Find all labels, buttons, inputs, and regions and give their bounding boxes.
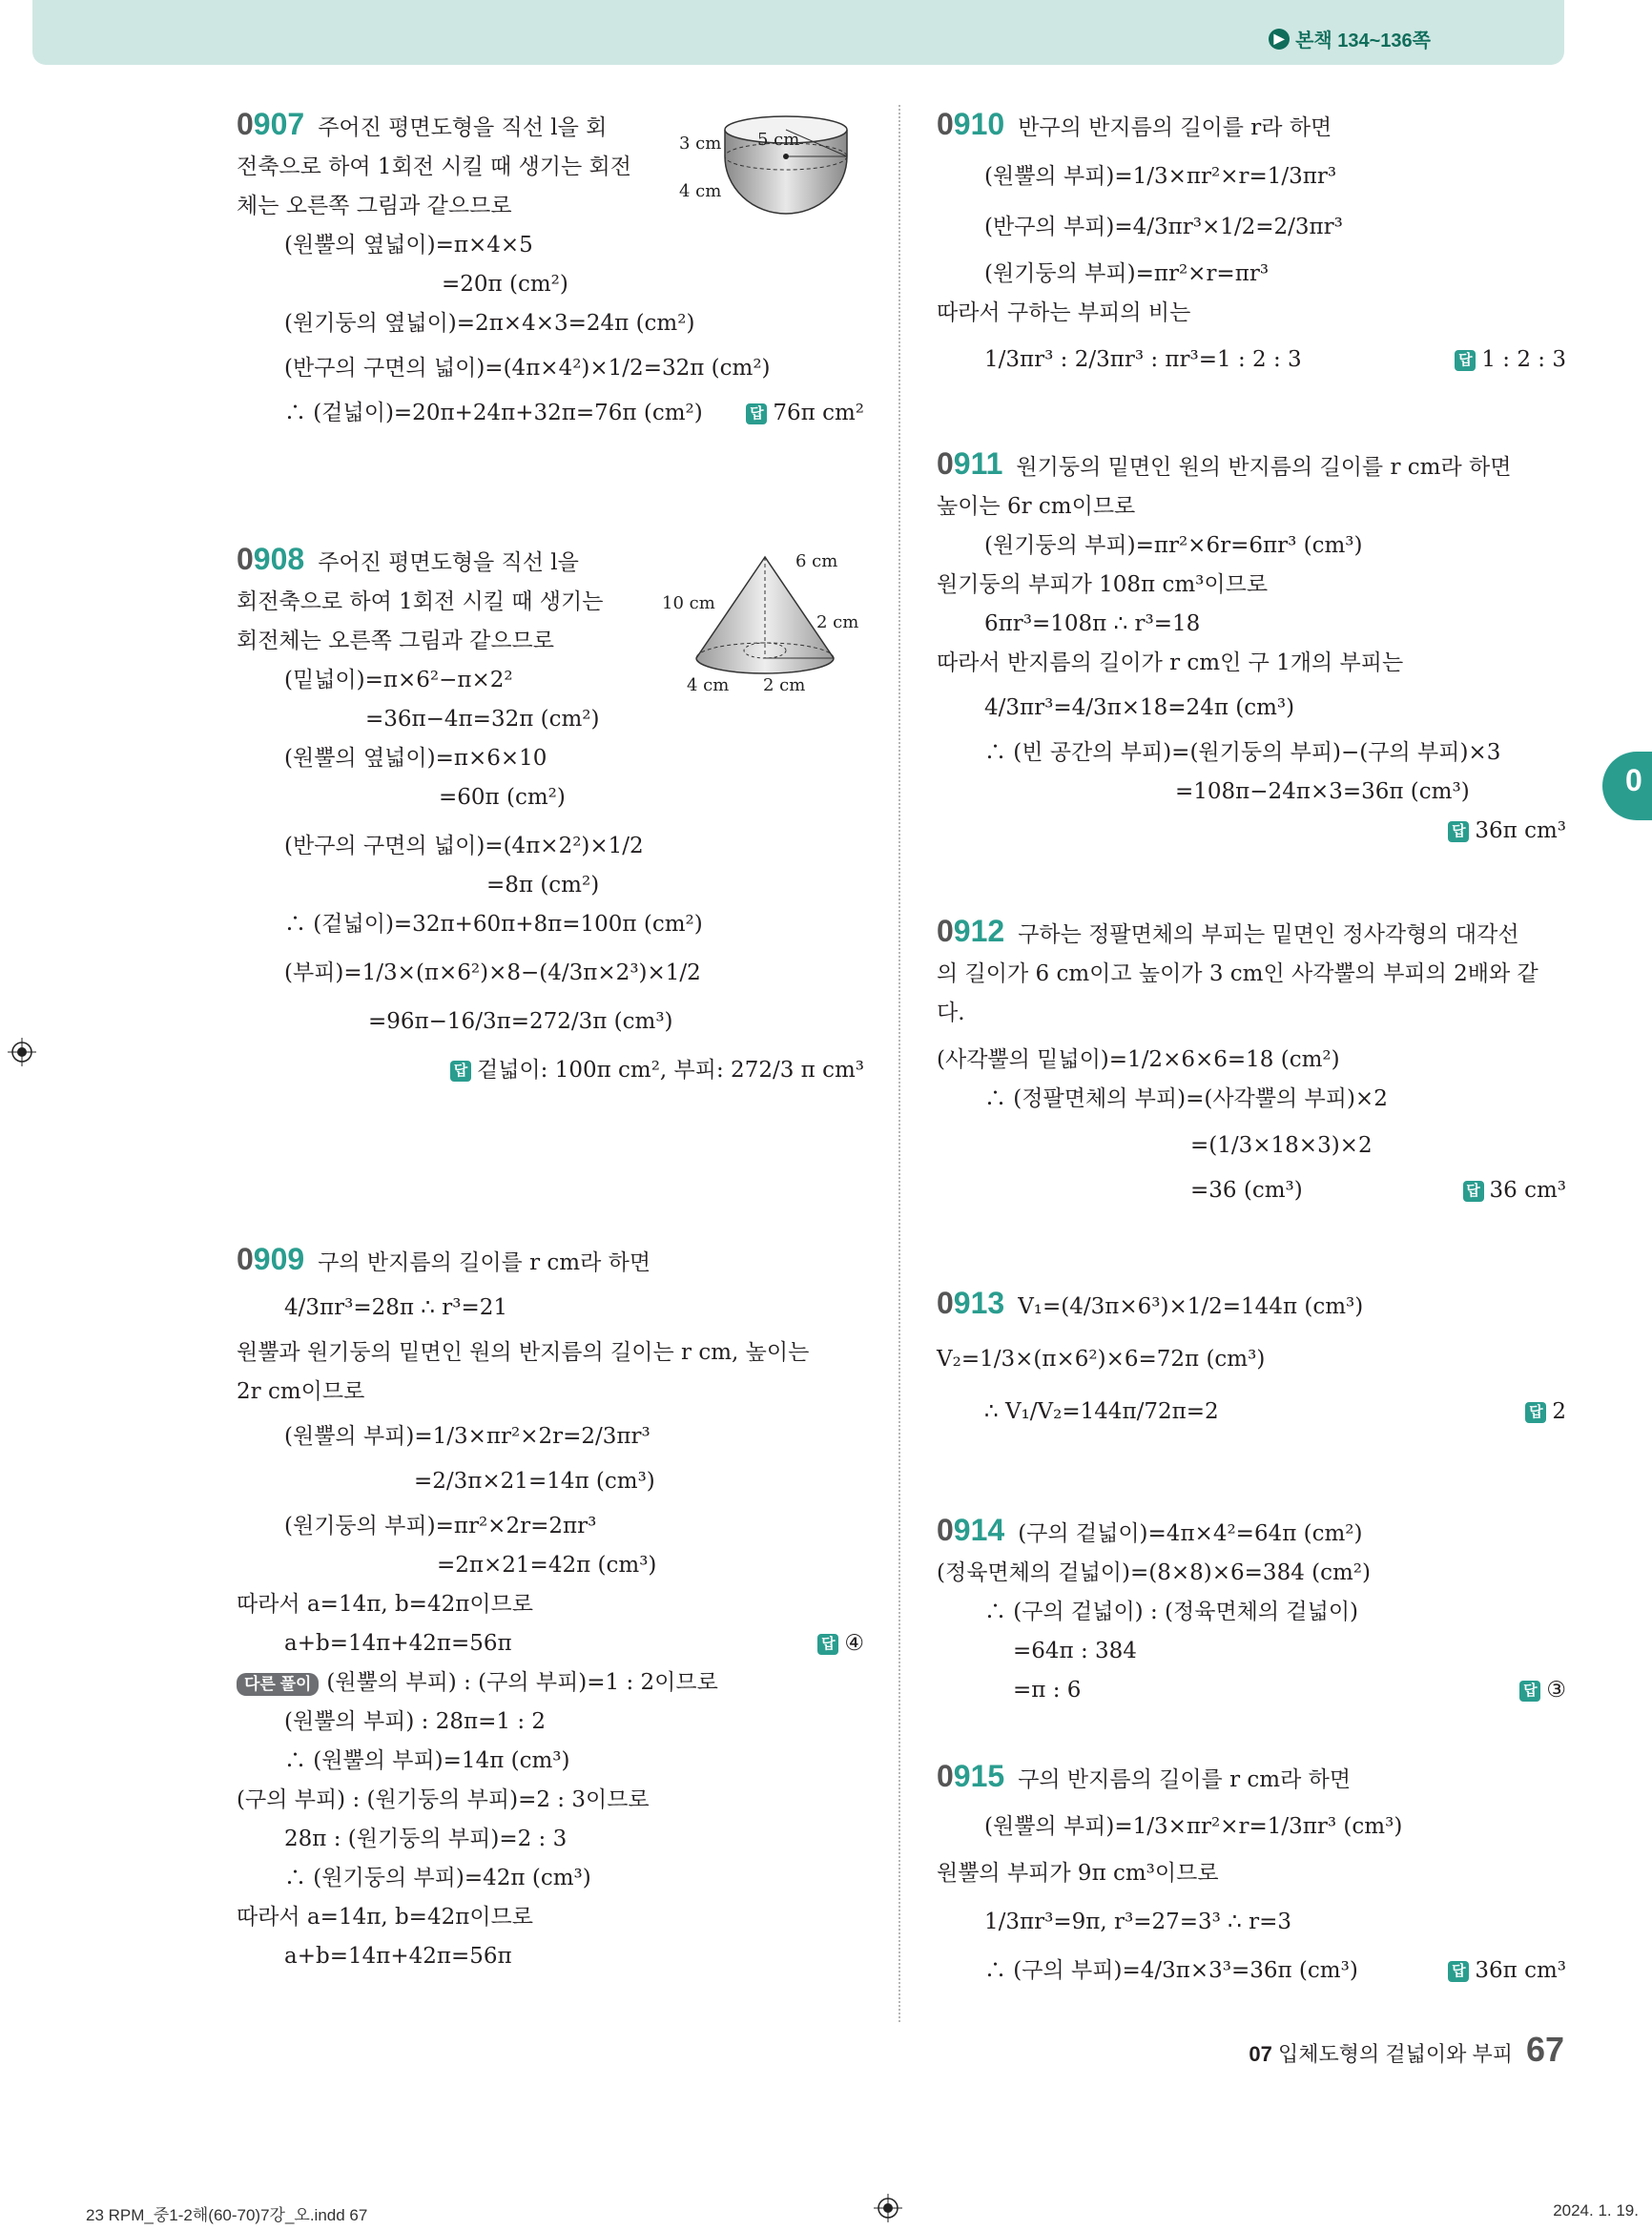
answer-value: 2 [1552, 1399, 1566, 1424]
solution-line: 4/3πr³=28π ∴ r³=21 [284, 1295, 508, 1320]
registration-mark-icon [874, 2194, 902, 2222]
problem-0913 [937, 1284, 1566, 1432]
solution-line: (원뿔의 부피) : (구의 부피)=1 : 2이므로 [326, 1670, 718, 1695]
solution-line: 체는 오른쪽 그림과 같으므로 [237, 194, 512, 218]
answer-value: 1 : 2 : 3 [1481, 347, 1566, 372]
center-dot [783, 154, 789, 159]
solution-line: =64π : 384 [1013, 1639, 1137, 1663]
label-6cm: 6 cm [795, 551, 838, 571]
solution-line: =36π−4π=32π (cm²) [365, 707, 600, 732]
solution-line: ∴ (구의 부피)=4/3π×3³=36π (cm³) [984, 1958, 1358, 1983]
problem-number: 0913 [937, 1286, 1005, 1320]
side-tab-label: 0 [1625, 763, 1642, 797]
solution-line: ∴ (구의 겉넓이) : (정육면체의 겉넓이) [984, 1600, 1359, 1624]
registration-mark-icon [8, 1038, 36, 1066]
answer-value: 36 cm³ [1489, 1178, 1566, 1203]
answer [450, 1051, 864, 1090]
label-2cm-right: 2 cm [816, 612, 859, 632]
label-10cm: 10 cm [662, 593, 715, 613]
textbook-reference-label: 본책 134~136쪽 [1295, 31, 1431, 52]
answer-value: ④ [844, 1631, 864, 1656]
solution-line: 원기둥의 부피가 108π cm³이므로 [937, 572, 1269, 597]
answer [1448, 1951, 1566, 1991]
solution-line: 원뿔과 원기둥의 밑면인 원의 반지름의 길이는 r cm, 높이는 [237, 1340, 810, 1365]
solution-line: ∴ (원기둥의 부피)=42π (cm³) [284, 1866, 591, 1890]
problem-0912 [937, 912, 1566, 1210]
solution-line: =20π (cm²) [442, 272, 568, 297]
answer-badge-icon: 답 [817, 1634, 838, 1655]
solution-line: (밑넓이)=π×6²−π×2² [284, 668, 513, 692]
page-number: 67 [1525, 2030, 1564, 2069]
alternate-solution-badge: 다른 풀이 [237, 1673, 319, 1696]
figure-0907-cylinder-hemisphere [675, 109, 866, 242]
solution-line: =108π−24π×3=36π (cm³) [1175, 779, 1470, 804]
solution-line: (원뿔의 옆넓이)=π×4×5 [284, 233, 533, 258]
solution-line: 원기둥의 밑면인 원의 반지름의 길이를 r cm라 하면 [1016, 455, 1512, 480]
solution-line: 주어진 평면도형을 직선 l을 회 [318, 115, 608, 140]
solution-line: =36 (cm³) [1190, 1178, 1303, 1203]
figure-0908-cone-with-hole [662, 540, 872, 692]
answer-badge-icon: 답 [1448, 821, 1469, 842]
solution-line: 4/3πr³=4/3π×18=24π (cm³) [984, 695, 1295, 720]
page-footer [1249, 2030, 1564, 2070]
solution-line: 높이는 6r cm이므로 [937, 494, 1136, 519]
solution-line: (원기둥의 부피)=πr²×2r=2πr³ [284, 1514, 597, 1538]
answer-value: 76π cm² [773, 401, 864, 425]
answer-value: 겉넓이: 100π cm², 부피: 272/3 π cm³ [476, 1058, 864, 1083]
answer-badge-icon: 답 [450, 1061, 471, 1082]
solution-line: 28π : (원기둥의 부피)=2 : 3 [284, 1827, 568, 1851]
column-divider [898, 105, 900, 2022]
solution-line: =2π×21=42π (cm³) [437, 1553, 657, 1578]
problem-number: 0910 [937, 107, 1005, 141]
answer [1519, 1671, 1566, 1710]
solution-line: 6πr³=108π ∴ r³=18 [984, 611, 1201, 636]
problem-0909 [237, 1240, 864, 1976]
answer-badge-icon: 답 [1519, 1681, 1540, 1702]
solution-line: 회전체는 오른쪽 그림과 같으므로 [237, 629, 554, 653]
problem-number: 0914 [937, 1513, 1005, 1547]
answer-value: ③ [1546, 1678, 1566, 1703]
problem-0914 [937, 1511, 1566, 1710]
solution-line: ∴ (겉넓이)=32π+60π+8π=100π (cm²) [284, 912, 703, 937]
label-4cm: 4 cm [687, 675, 730, 692]
problem-number: 0907 [237, 107, 305, 141]
solution-line: (반구의 부피)=4/3πr³×1/2=2/3πr³ [984, 215, 1343, 239]
solution-line: 회전축으로 하여 1회전 시킬 때 생기는 [237, 589, 604, 614]
solution-line: ∴ (빈 공간의 부피)=(원기둥의 부피)−(구의 부피)×3 [984, 740, 1501, 765]
label-2cm-bottom: 2 cm [763, 675, 806, 692]
label-4cm: 4 cm [679, 181, 722, 201]
arrow-right-icon: ▶ [1269, 29, 1290, 50]
answer [1525, 1393, 1566, 1432]
answer-badge-icon: 답 [1463, 1181, 1484, 1202]
solution-line: 1/3πr³=9π, r³=27=3³ ∴ r=3 [984, 1910, 1292, 1934]
solution-line: 전축으로 하여 1회전 시킬 때 생기는 회전 [237, 155, 631, 179]
problem-number: 0908 [237, 542, 305, 576]
solution-line: (원기둥의 부피)=πr²×r=πr³ [984, 261, 1270, 286]
answer-badge-icon: 답 [1455, 350, 1476, 371]
solution-line: 구의 반지름의 길이를 r cm라 하면 [318, 1250, 651, 1275]
solution-line: 따라서 a=14π, b=42π이므로 [237, 1905, 533, 1930]
problem-number: 0915 [937, 1759, 1005, 1793]
problem-0910 [937, 105, 1566, 380]
solution-line: (원뿔의 부피)=1/3×πr²×2r=2/3πr³ [284, 1424, 650, 1449]
solution-line: 따라서 구하는 부피의 비는 [937, 300, 1191, 325]
solution-line: 의 길이가 6 cm이고 높이가 3 cm인 사각뿔의 부피의 2배와 같 [937, 961, 1538, 986]
problem-number: 0911 [937, 446, 1003, 481]
chapter-side-tab [1602, 752, 1652, 820]
solution-line: 반구의 반지름의 길이를 r라 하면 [1018, 115, 1332, 140]
chapter-title: 입체도형의 겉넓이와 부피 [1277, 2042, 1513, 2066]
solution-line: 구하는 정팔면체의 부피는 밑면인 정사각형의 대각선 [1018, 922, 1519, 947]
solution-line: (사각뿔의 밑넓이)=1/2×6×6=18 (cm²) [937, 1047, 1340, 1072]
solution-line: =(1/3×18×3)×2 [1190, 1133, 1373, 1158]
solution-line: (반구의 구면의 넓이)=(4π×2²)×1/2 [284, 834, 644, 858]
solution-line: 원뿔의 부피가 9π cm³이므로 [937, 1861, 1219, 1886]
solution-line: 주어진 평면도형을 직선 l을 [318, 550, 579, 575]
solution-line: (반구의 구면의 넓이)=(4π×4²)×1/2=32π (cm²) [284, 356, 771, 381]
solution-line: (원기둥의 부피)=πr²×6r=6πr³ (cm³) [984, 533, 1363, 558]
solution-line: (원뿔의 부피)=1/3×πr²×r=1/3πr³ (cm³) [984, 1814, 1403, 1839]
solution-line: (구의 부피) : (원기둥의 부피)=2 : 3이므로 [237, 1787, 650, 1812]
solution-line: V₂=1/3×(π×6²)×6=72π (cm³) [937, 1347, 1266, 1372]
solution-line: 따라서 a=14π, b=42π이므로 [237, 1592, 533, 1617]
solution-line: 2r cm이므로 [237, 1379, 365, 1404]
answer-value: 36π cm³ [1475, 818, 1566, 843]
solution-line: a+b=14π+42π=56π [284, 1631, 512, 1656]
answer [746, 394, 864, 433]
solution-line: 다. [937, 1001, 965, 1025]
label-3cm: 3 cm [679, 134, 722, 154]
answer [1448, 812, 1566, 851]
problem-0915 [937, 1757, 1566, 1991]
answer [817, 1624, 864, 1663]
indd-file-slug: 23 RPM_중1-2해(60-70)7강_오.indd 67 [86, 2206, 368, 2224]
solution-line: =2/3π×21=14π (cm³) [414, 1469, 655, 1494]
solution-line: a+b=14π+42π=56π [284, 1944, 512, 1969]
solution-line: 구의 반지름의 길이를 r cm라 하면 [1018, 1767, 1352, 1792]
problem-number: 0909 [237, 1242, 305, 1276]
solution-line: =60π (cm²) [439, 785, 566, 810]
answer-value: 36π cm³ [1475, 1958, 1566, 1983]
solution-line: 1/3πr³ : 2/3πr³ : πr³=1 : 2 : 3 [984, 347, 1302, 372]
problem-number: 0912 [937, 914, 1005, 948]
solution-line: ∴ V₁/V₂=144π/72π=2 [984, 1399, 1219, 1424]
answer-badge-icon: 답 [1525, 1402, 1546, 1423]
solution-line: (원뿔의 부피) : 28π=1 : 2 [284, 1709, 547, 1734]
problem-0911 [937, 444, 1566, 851]
solution-line: V₁=(4/3π×6³)×1/2=144π (cm³) [1018, 1294, 1364, 1319]
solution-line: ∴ (원뿔의 부피)=14π (cm³) [284, 1748, 570, 1773]
chapter-number: 07 [1249, 2042, 1272, 2066]
print-date: 2024. 1. 19. [1553, 2201, 1639, 2220]
top-header-band [32, 0, 1564, 65]
textbook-reference [1269, 25, 1431, 52]
solution-line: ∴ (겉넓이)=20π+24π+32π=76π (cm²) [284, 401, 703, 425]
answer [1463, 1171, 1567, 1210]
solution-line: (원뿔의 옆넓이)=π×6×10 [284, 746, 547, 771]
answer-badge-icon: 답 [1448, 1961, 1469, 1982]
label-5cm: 5 cm [757, 130, 800, 150]
solution-line: =π : 6 [1013, 1678, 1082, 1703]
cone-body [696, 557, 834, 673]
answer [1455, 341, 1566, 380]
solution-line: (원뿔의 부피)=1/3×πr²×r=1/3πr³ [984, 164, 1337, 189]
solution-line: 따라서 반지름의 길이가 r cm인 구 1개의 부피는 [937, 650, 1404, 675]
solution-line: ∴ (정팔면체의 부피)=(사각뿔의 부피)×2 [984, 1086, 1388, 1111]
solution-line: (부피)=1/3×(π×6²)×8−(4/3π×2³)×1/2 [284, 960, 701, 985]
answer-badge-icon: 답 [746, 403, 767, 424]
solution-line: =96π−16/3π=272/3π (cm³) [368, 1009, 673, 1034]
solution-line: (정육면체의 겉넓이)=(8×8)×6=384 (cm²) [937, 1560, 1372, 1585]
solution-line: =8π (cm²) [486, 873, 600, 898]
solution-line: (구의 겉넓이)=4π×4²=64π (cm²) [1018, 1521, 1363, 1546]
solution-line: (원기둥의 옆넓이)=2π×4×3=24π (cm²) [284, 311, 695, 336]
